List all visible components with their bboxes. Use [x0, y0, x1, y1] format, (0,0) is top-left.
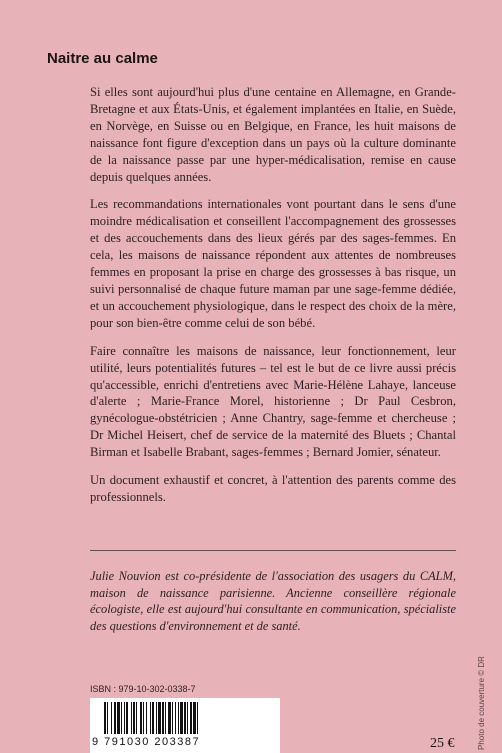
isbn-label: ISBN : 979-10-302-0338-7 [90, 684, 196, 694]
barcode-bars [104, 702, 274, 734]
summary-paragraph-2: Les recommandations internationales vont pourtant dans le sens d'une moindre médicalisation et conseillent l'accompagnement des grossesses et des accouchements dans des lieux gérés par des sages-femmes. En cela, les maisons de naissance répondent aux attentes de nombreuses femmes en proposant la prise en charge des grossesses à bas risque, un suivi personnalisé de chaque future maman par une sage-femme dédiée, et un accouchement physiologique, dans le respect des choix de la mère, pour son bien-être comme celui de son bébé. [90, 197, 456, 330]
author-bio: Julie Nouvion est co-présidente de l'association des usagers du CALM, maison de naissance parisienne. Ancienne conseillère régionale écologiste, elle est aujourd'hui consultante en communication, spécialiste des questions d'environnement et de santé. [90, 569, 456, 633]
barcode-digits: 9 791030 203387 [92, 736, 201, 748]
summary-paragraph-3: Faire connaître les maisons de naissance, leur fonctionnement, leur utilité, leurs potentialités futures – tel est le but de ce livre aussi précis qu'accessible, enrichi d'entretiens avec Marie-Hélène Lahaye, lanceuse d'alerte ; Marie-France Morel, historienne ; Dr Paul Cesbron, gynécologue-obstétricien ; Anne Chantry, sage-femme et chercheuse ; Dr Michel Heisert, chef de service de la maternité des Bluets ; Chantal Birman et Isabelle Brabant, sages-femmes ; Bernard Jomier, sénateur. [90, 343, 456, 460]
barcode [90, 698, 280, 753]
summary-text [90, 84, 456, 517]
price: 25 € [430, 736, 455, 751]
cover-photo-credit: Photo de couverture © DR [477, 656, 486, 750]
book-title: Naitre au calme [47, 50, 158, 67]
summary-paragraph-4: Un document exhaustif et concret, à l'attention des parents comme des professionnels. [90, 473, 456, 504]
divider [90, 550, 456, 551]
summary-paragraph-1: Si elles sont aujourd'hui plus d'une centaine en Allemagne, en Grande-Bretagne et aux États-Unis, et également implantées en Italie, en Suède, en Norvège, en Suisse ou en Belgique, en France, les huit maisons de naissance font figure d'exception dans un pays où la culture dominante de la naissance passe par une hyper-médicalisation, remise en cause depuis quelques années. [90, 85, 456, 184]
